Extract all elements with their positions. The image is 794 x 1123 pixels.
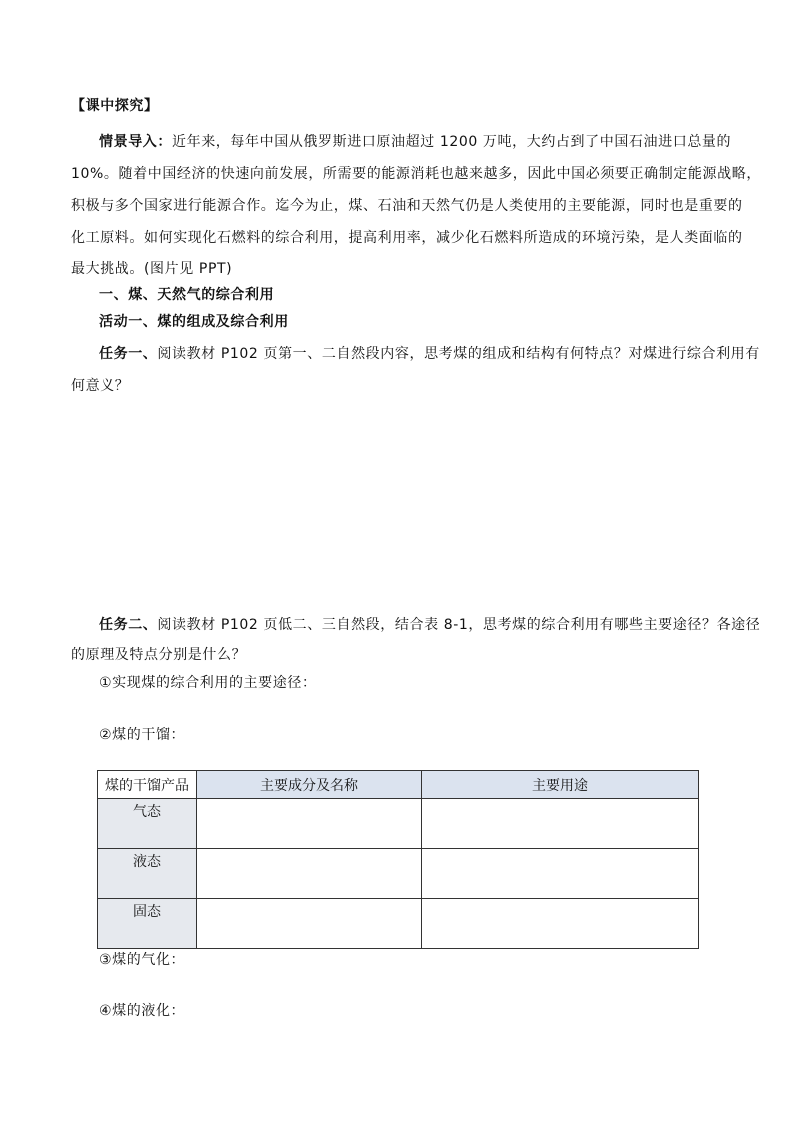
header-composition: 主要成分及名称 <box>197 771 422 799</box>
row-label-gas: 气态 <box>98 799 197 849</box>
intro-line-4: 化工原料。如何实现化石燃料的综合利用，提高利用率，减少化石燃料所造成的环境污染，是人类面临的 <box>71 230 743 246</box>
cell-liquid-composition[interactable] <box>197 849 422 899</box>
task1-line-1 <box>99 343 760 363</box>
dry-distillation-table <box>97 770 699 949</box>
cell-solid-composition[interactable] <box>197 899 422 949</box>
item-4: ④煤的液化： <box>99 1003 186 1019</box>
cell-gas-composition[interactable] <box>197 799 422 849</box>
intro-text-1: 近年来，每年中国从俄罗斯进口原油超过 1200 万吨，大约占到了中国石油进口总量的 <box>172 134 732 150</box>
cell-gas-usage[interactable] <box>422 799 699 849</box>
task1-label: 任务一、 <box>99 346 158 362</box>
intro-label: 情景导入： <box>99 134 172 150</box>
task2-line-1 <box>99 614 760 634</box>
intro-line-5: 最大挑战。(图片见 PPT) <box>71 261 233 277</box>
row-label-solid: 固态 <box>98 899 197 949</box>
intro-line-1 <box>99 131 731 151</box>
intro-line-3: 积极与多个国家进行能源合作。迄今为止，煤、石油和天然气仍是人类使用的主要能源，同时也是重要的 <box>71 198 743 214</box>
cell-liquid-usage[interactable] <box>422 849 699 899</box>
header-product: 煤的干馏产品 <box>98 771 197 799</box>
task2-label: 任务二、 <box>99 617 158 633</box>
activity-1: 活动一、煤的组成及综合利用 <box>99 314 289 330</box>
table-row <box>98 849 699 899</box>
cell-solid-usage[interactable] <box>422 899 699 949</box>
task1-text-1: 阅读教材 P102 页第一、二自然段内容，思考煤的组成和结构有何特点？对煤进行综合利用有 <box>157 346 760 362</box>
table-header-row <box>98 771 699 799</box>
task2-line-2: 的原理及特点分别是什么？ <box>71 647 247 663</box>
task2-text-1: 阅读教材 P102 页低二、三自然段，结合表 8-1，思考煤的综合利用有哪些主要途径？各途径 <box>157 617 761 633</box>
row-label-liquid: 液态 <box>98 849 197 899</box>
table-row <box>98 799 699 849</box>
task1-line-2: 何意义？ <box>71 378 130 394</box>
header-usage: 主要用途 <box>422 771 699 799</box>
table-row <box>98 899 699 949</box>
section-title: 【课中探究】 <box>71 98 159 114</box>
item-1: ①实现煤的综合利用的主要途径： <box>99 675 317 691</box>
item-3: ③煤的气化： <box>99 952 186 968</box>
heading-1: 一、煤、天然气的综合利用 <box>99 287 275 303</box>
item-2: ②煤的干馏： <box>99 727 186 743</box>
intro-line-2: 10%。随着中国经济的快速向前发展，所需要的能源消耗也越来越多，因此中国必须要正确制定能源战略， <box>71 166 761 182</box>
